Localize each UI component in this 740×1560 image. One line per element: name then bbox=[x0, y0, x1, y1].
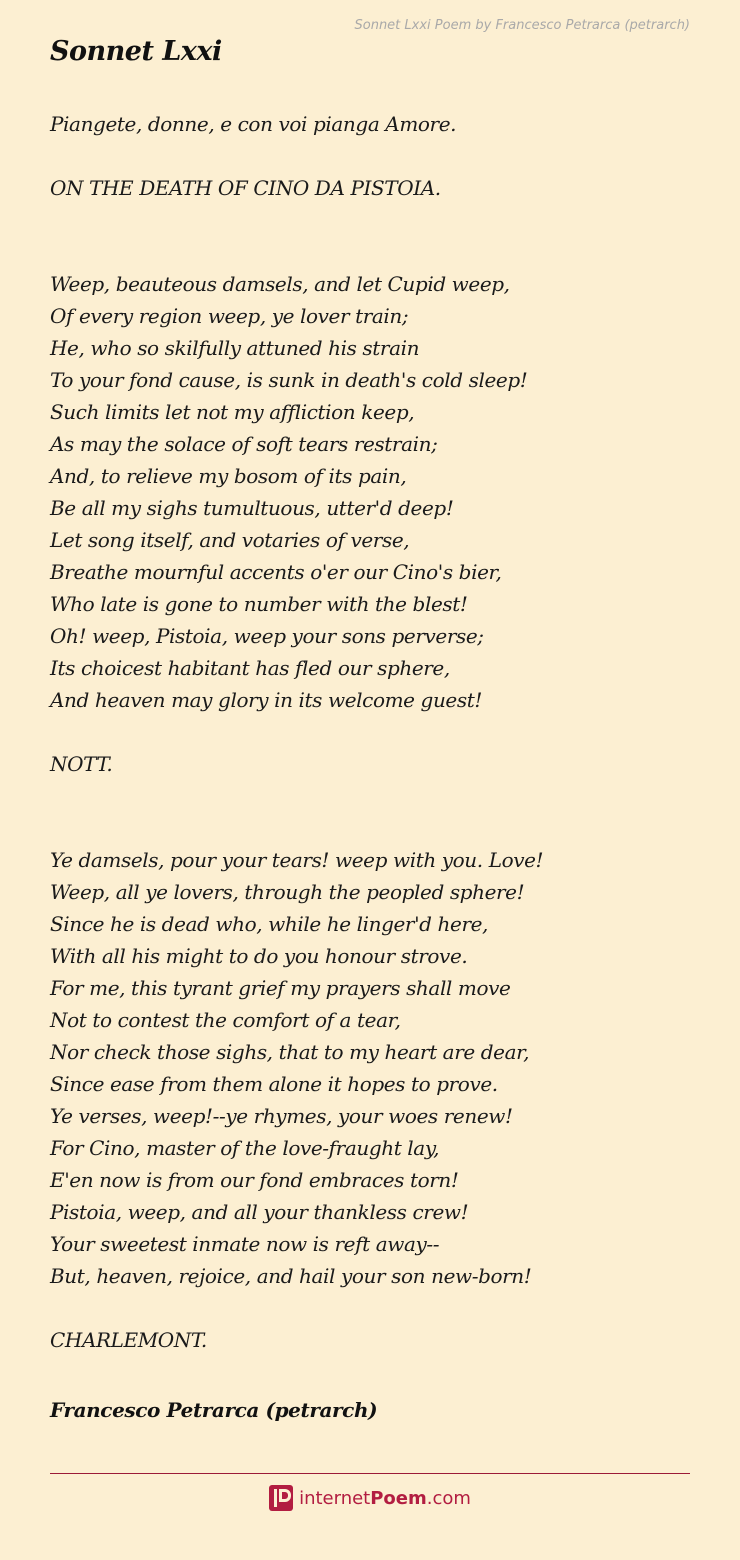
brand-suffix: .com bbox=[426, 1487, 471, 1509]
poem-line: Of every region weep, ye lover train; bbox=[50, 304, 409, 328]
poem-line: Pistoia, weep, and all your thankless crew! bbox=[50, 1200, 469, 1224]
poem-line: ON THE DEATH OF CINO DA PISTOIA. bbox=[50, 176, 441, 200]
poem-body bbox=[50, 108, 700, 1356]
brand-strong: Poem bbox=[370, 1487, 427, 1509]
poem-line: And, to relieve my bosom of its pain, bbox=[50, 464, 407, 488]
poem-line: Nor check those sighs, that to my heart are dear, bbox=[50, 1040, 530, 1064]
site-footer[interactable] bbox=[0, 1485, 740, 1511]
brand-prefix: internet bbox=[299, 1487, 371, 1509]
poem-author[interactable]: Francesco Petrarca (petrarch) bbox=[50, 1398, 378, 1422]
poem-line: Since ease from them alone it hopes to prove. bbox=[50, 1072, 498, 1096]
poem-line: Who late is gone to number with the blest! bbox=[50, 592, 468, 616]
poem-line: As may the solace of soft tears restrain; bbox=[50, 432, 438, 456]
poem-line: And heaven may glory in its welcome guest! bbox=[50, 688, 482, 712]
page-header-note: Sonnet Lxxi Poem by Francesco Petrarca (petrarch) bbox=[354, 18, 690, 33]
poem-blank-line bbox=[50, 236, 700, 268]
poem-line: With all his might to do you honour strove. bbox=[50, 944, 468, 968]
poem-line: Ye verses, weep!--ye rhymes, your woes renew! bbox=[50, 1104, 513, 1128]
poem-line: E'en now is from our fond embraces torn! bbox=[50, 1168, 459, 1192]
poem-line: Piangete, donne, e con voi pianga Amore. bbox=[50, 112, 457, 136]
poem-line: For Cino, master of the love-fraught lay, bbox=[50, 1136, 440, 1160]
poem-line: Since he is dead who, while he linger'd here, bbox=[50, 912, 489, 936]
poem-blank-line bbox=[50, 716, 700, 748]
poem-line: Your sweetest inmate now is reft away-- bbox=[50, 1232, 440, 1256]
footer-divider bbox=[50, 1473, 690, 1474]
poem-line: Breathe mournful accents o'er our Cino's bier, bbox=[50, 560, 502, 584]
poem-line: Such limits let not my affliction keep, bbox=[50, 400, 415, 424]
poem-line: Let song itself, and votaries of verse, bbox=[50, 528, 410, 552]
poem-line: Weep, beauteous damsels, and let Cupid weep, bbox=[50, 272, 510, 296]
site-brand-link[interactable] bbox=[299, 1488, 471, 1509]
poem-line: But, heaven, rejoice, and hail your son new-born! bbox=[50, 1264, 532, 1288]
poem-line: Oh! weep, Pistoia, weep your sons perverse; bbox=[50, 624, 484, 648]
poem-blank-line bbox=[50, 812, 700, 844]
poem-blank-line bbox=[50, 780, 700, 812]
poem-line: CHARLEMONT. bbox=[50, 1328, 207, 1352]
poem-line: Weep, all ye lovers, through the peopled sphere! bbox=[50, 880, 525, 904]
poem-title: Sonnet Lxxi bbox=[50, 36, 222, 67]
poem-blank-line bbox=[50, 1292, 700, 1324]
poem-line: Not to contest the comfort of a tear, bbox=[50, 1008, 401, 1032]
poem-line: For me, this tyrant grief my prayers shall move bbox=[50, 976, 511, 1000]
poem-blank-line bbox=[50, 204, 700, 236]
poem-line: To your fond cause, is sunk in death's cold sleep! bbox=[50, 368, 528, 392]
poem-line: Be all my sighs tumultuous, utter'd deep! bbox=[50, 496, 454, 520]
poem-line: Ye damsels, pour your tears! weep with you. Love! bbox=[50, 848, 544, 872]
poem-line: He, who so skilfully attuned his strain bbox=[50, 336, 420, 360]
poem-blank-line bbox=[50, 140, 700, 172]
internetpoem-logo-icon[interactable] bbox=[269, 1485, 293, 1511]
poem-line: NOTT. bbox=[50, 752, 113, 776]
poem-line: Its choicest habitant has fled our sphere, bbox=[50, 656, 450, 680]
